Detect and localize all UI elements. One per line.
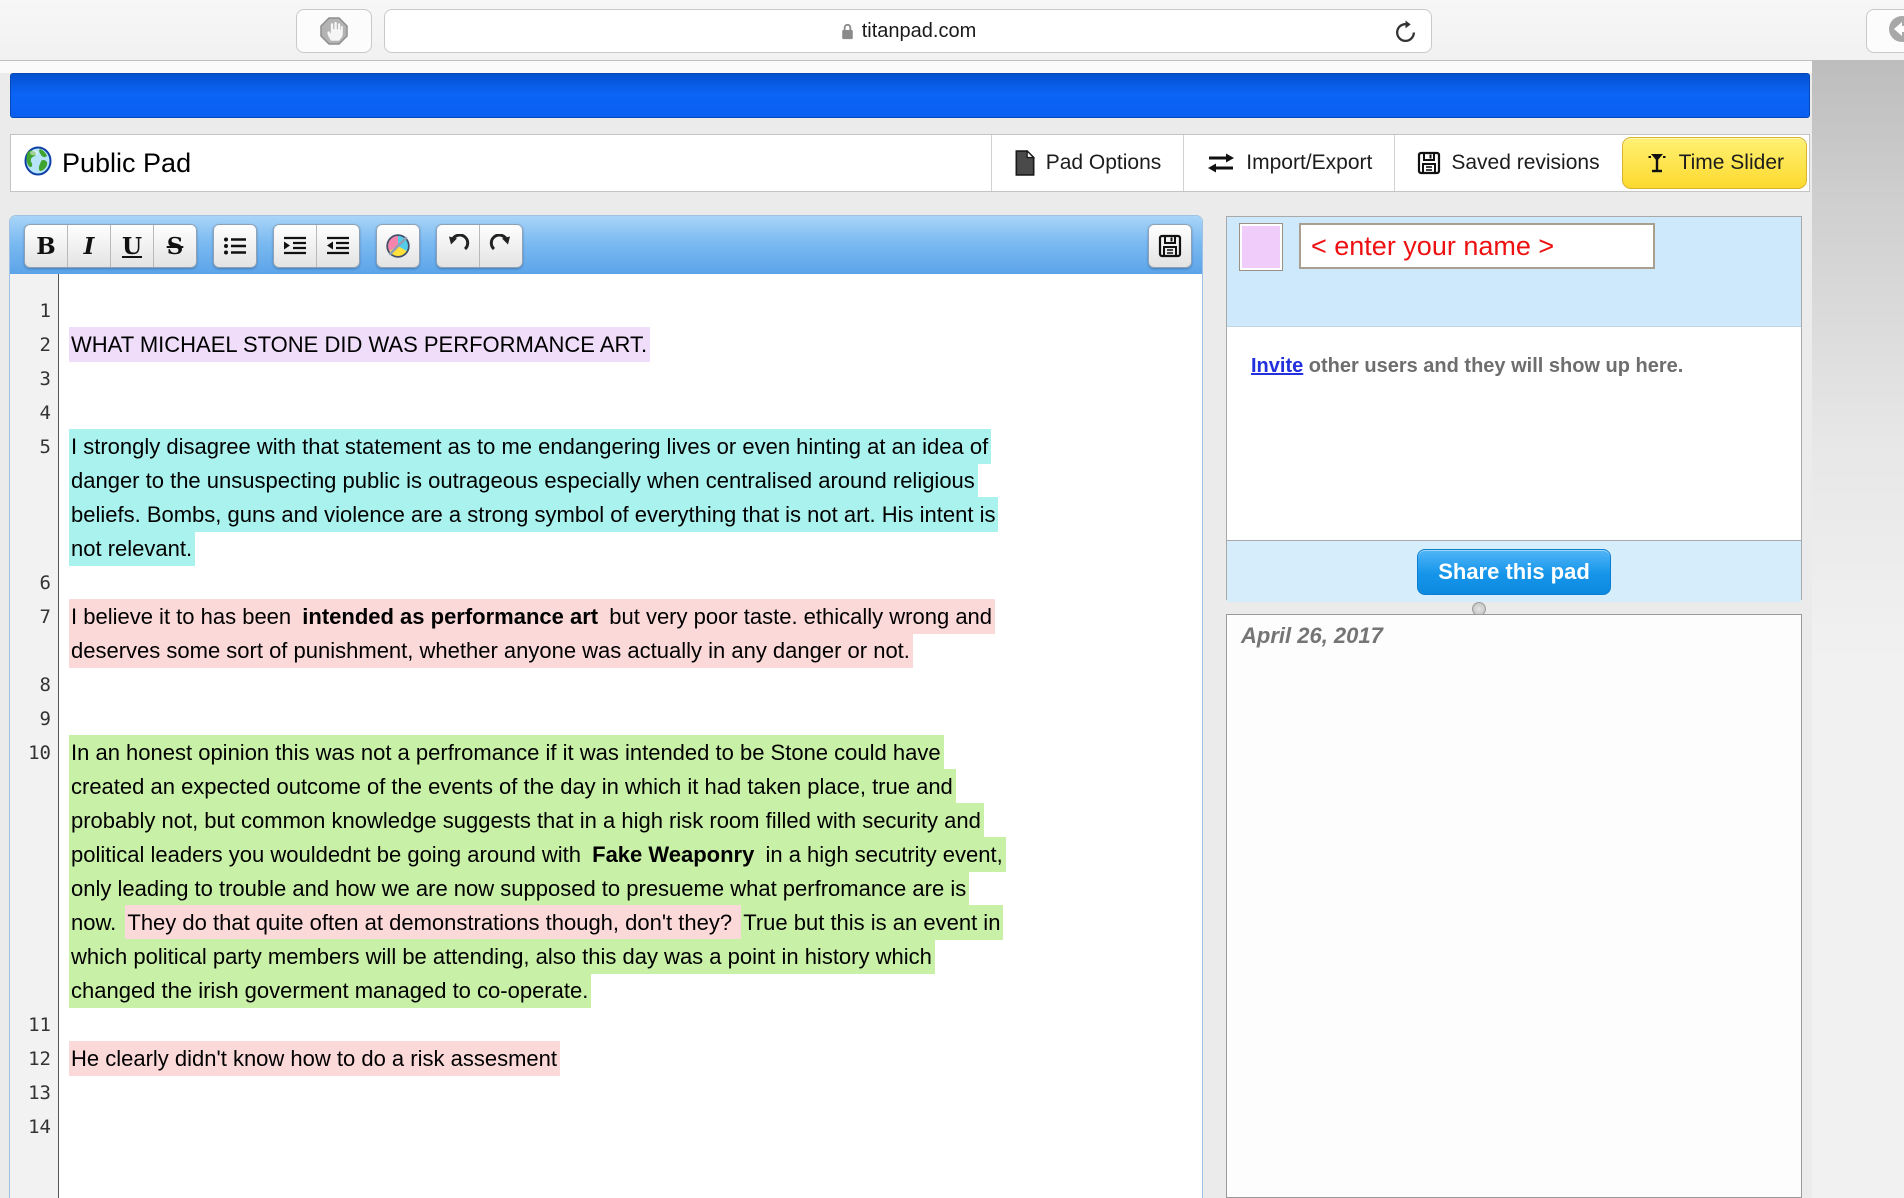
header-button-bar [991, 135, 1809, 191]
line-number: 6 [39, 572, 51, 594]
text-segment: danger to the unsuspecting public is outrageous especially when centralised around religious [69, 463, 978, 498]
editor-toolbar [10, 216, 1202, 274]
text-segment: Fake Weaponry [590, 837, 757, 872]
editor-row [69, 498, 1202, 532]
editor-row [69, 430, 1202, 464]
header-button-time-slider[interactable] [1622, 137, 1807, 189]
globe-icon-slot [23, 146, 53, 181]
line-number: 3 [39, 368, 51, 390]
users-panel [1226, 216, 1802, 600]
toolbar-groups [24, 216, 1202, 268]
save-revision-group [1148, 224, 1192, 268]
chat-date: April 26, 2017 [1241, 623, 1383, 648]
line-number: 5 [39, 436, 51, 458]
header-button-saved-revisions[interactable] [1394, 135, 1621, 191]
text-segment: which political party members will be attending, also this day was a point in history which [69, 939, 935, 974]
share-section [1227, 540, 1801, 602]
bold-glyph: B [36, 232, 56, 260]
text-segment: created an expected outcome of the events of the day in which it had taken place, true and [69, 769, 956, 804]
text-segment: deserves some sort of punishment, whether anyone was actually in any danger or not. [69, 633, 913, 668]
text-segment: True but this is an event in [741, 905, 1003, 940]
editor-row [69, 600, 1202, 634]
outdent-icon [325, 235, 351, 257]
toolbar-button-outdent[interactable] [317, 225, 359, 267]
line-number: 11 [28, 1014, 51, 1036]
stop-hand-icon [319, 16, 349, 46]
toolbar-button-bullet-list[interactable] [214, 225, 256, 267]
toolbar-group [376, 224, 420, 268]
editor-row [69, 294, 1202, 328]
line-number: 14 [28, 1116, 51, 1138]
share-pad-button[interactable]: Share this pad [1417, 549, 1611, 595]
toolbar-button-bold[interactable] [25, 225, 68, 267]
text-segment: beliefs. Bombs, guns and violence are a strong symbol of everything that is not art. His intent is [69, 497, 998, 532]
editor-pane [10, 216, 1202, 1198]
toolbar-group [273, 224, 360, 268]
user-color-swatch[interactable] [1239, 223, 1283, 271]
editor-row [69, 1008, 1202, 1042]
toolbar-group [213, 224, 257, 268]
text-segment: I believe it to has been [69, 599, 300, 634]
editor-row [69, 532, 1202, 566]
time-slider-icon [1645, 151, 1669, 175]
toolbar-button-italic[interactable] [68, 225, 111, 267]
editor-row [69, 1076, 1202, 1110]
line-number: 12 [28, 1048, 51, 1070]
invite-section [1227, 327, 1801, 540]
editor-row [69, 736, 1202, 770]
editor-row [69, 328, 1202, 362]
editor-row [69, 838, 1202, 872]
text-segment: not relevant. [69, 531, 195, 566]
browser-address-bar[interactable] [384, 9, 1432, 53]
toolbar-button-underline[interactable] [111, 225, 154, 267]
user-name-input[interactable] [1299, 223, 1655, 269]
toolbar-button-redo[interactable] [480, 225, 522, 267]
line-number: 10 [28, 742, 51, 764]
line-number-gutter [10, 274, 59, 1198]
floppy-icon [1158, 234, 1182, 258]
page-top-margin [0, 61, 1812, 73]
text-segment: I strongly disagree with that statement as to me endangering lives or even hinting at an idea of [69, 429, 991, 464]
editor-row [69, 906, 1202, 940]
chat-panel [1226, 614, 1802, 1198]
line-number: 13 [28, 1082, 51, 1104]
header-button-label: Pad Options [1045, 151, 1162, 174]
header-button-pad-options[interactable] [991, 135, 1184, 191]
text-segment: changed the irish goverment managed to co-operate. [69, 973, 591, 1008]
line-number: 2 [39, 334, 51, 356]
indent-icon [282, 235, 308, 257]
reload-icon [1393, 19, 1418, 45]
document-icon [1014, 150, 1036, 176]
editor-row [69, 566, 1202, 600]
page-title: Public Pad [62, 147, 192, 178]
text-segment: political leaders you wouldednt be going around with [69, 837, 590, 872]
notice-banner [10, 73, 1810, 118]
text-segment: WHAT MICHAEL STONE DID WAS PERFORMANCE ART. [69, 327, 650, 362]
editor-body [10, 274, 1202, 1198]
invite-message [1227, 327, 1801, 378]
browser-action-button[interactable] [1866, 9, 1904, 53]
color-wheel-icon [385, 233, 411, 259]
text-segment: only leading to trouble and how we are now supposed to presueme what perfromance are is [69, 871, 969, 906]
text-segment: now. [69, 905, 125, 940]
text-segment: but very poor taste. ethically wrong and [601, 599, 995, 634]
header-button-label: Saved revisions [1451, 151, 1600, 174]
header-button-import-export[interactable] [1183, 135, 1394, 191]
browser-chrome [0, 0, 1904, 61]
toolbar-button-clear-authorship-colors[interactable] [377, 225, 419, 267]
text-segment: In an honest opinion this was not a perfromance if it was intended to be Stone could have [69, 735, 944, 770]
toolbar-button-save-revision[interactable] [1149, 225, 1191, 267]
editor-row [69, 770, 1202, 804]
redo-icon [489, 234, 513, 258]
lock-icon-slot [840, 22, 862, 41]
undo-icon [446, 234, 470, 258]
header-button-label: Import/Export [1246, 151, 1373, 174]
underline-glyph: U [121, 232, 143, 260]
line-number: 9 [39, 708, 51, 730]
circle-arrow-icon [1888, 15, 1904, 43]
reload-button[interactable] [1393, 19, 1419, 45]
editor-row [69, 464, 1202, 498]
editor-row [69, 362, 1202, 396]
user-name-section [1227, 217, 1801, 327]
strikethrough-glyph: S [166, 232, 184, 260]
text-segment: in a high secutrity event, [757, 837, 1005, 872]
text-segment: He clearly didn't know how to do a risk assesment [69, 1041, 560, 1076]
bullet-list-icon [222, 235, 248, 257]
editor-row [69, 668, 1202, 702]
text-segment: probably not, but common knowledge suggests that in a high risk room filled with security and [69, 803, 984, 838]
floppy-icon [1417, 151, 1441, 175]
right-margin-shade [1812, 61, 1904, 1198]
lock-icon [840, 22, 855, 41]
editor-row [69, 396, 1202, 430]
toolbar-button-strikethrough[interactable] [154, 225, 196, 267]
editor-text-area[interactable] [59, 274, 1202, 1198]
line-number: 1 [39, 300, 51, 322]
globe-icon [23, 146, 53, 176]
line-number: 4 [39, 402, 51, 424]
url-text: titanpad.com [861, 19, 977, 42]
toolbar-button-indent[interactable] [274, 225, 317, 267]
pad-brand [23, 135, 191, 191]
circle-arrow-icon-slot [1888, 15, 1904, 48]
browser-stop-button[interactable] [296, 9, 372, 53]
editor-row [69, 1110, 1202, 1144]
toolbar-button-undo[interactable] [437, 225, 480, 267]
pad-header [10, 134, 1810, 192]
swap-arrows-icon [1206, 151, 1236, 175]
text-segment: They do that quite often at demonstrations though, don't they? [125, 905, 741, 940]
toolbar-group [436, 224, 523, 268]
editor-row [69, 1042, 1202, 1076]
line-number: 8 [39, 674, 51, 696]
editor-row [69, 634, 1202, 668]
editor-row [69, 702, 1202, 736]
invite-message-rest: other users and they will show up here. [1303, 355, 1684, 377]
editor-row [69, 974, 1202, 1008]
invite-link[interactable]: Invite [1251, 355, 1304, 377]
toolbar-group [24, 224, 197, 268]
italic-glyph: I [83, 232, 95, 260]
text-segment: intended as performance art [300, 599, 601, 634]
line-number: 7 [39, 606, 51, 628]
editor-row [69, 804, 1202, 838]
editor-row [69, 872, 1202, 906]
editor-row [69, 940, 1202, 974]
header-button-label: Time Slider [1678, 151, 1784, 174]
